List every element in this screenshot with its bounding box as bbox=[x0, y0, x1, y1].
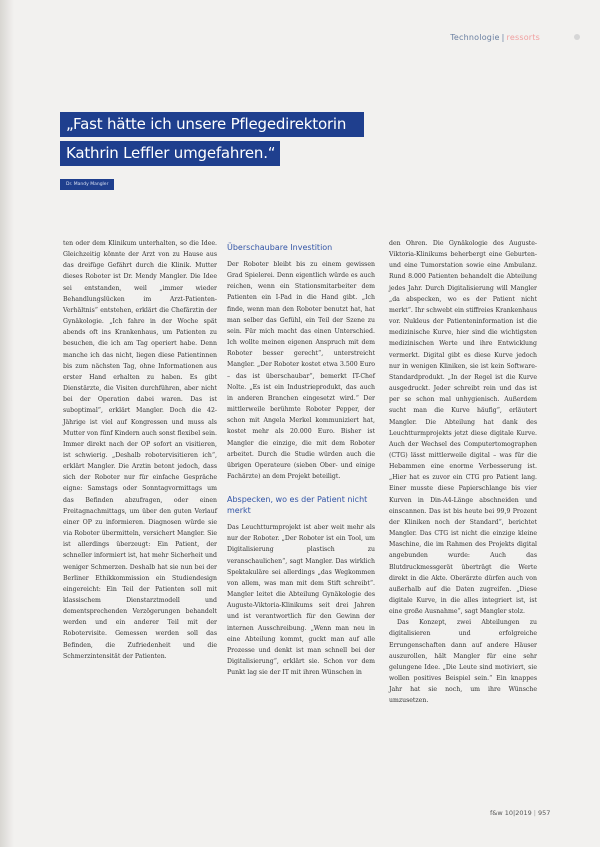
page-fold-shadow bbox=[0, 0, 14, 847]
article-column-1 bbox=[63, 238, 217, 662]
article-title-block bbox=[60, 112, 364, 190]
column-2-paragraph-2: Das Leuchtturmprojekt ist aber weit mehr als nur der Roboter. „Der Roboter ist ein Tool, um Digitalisierung plastisch zu veranschaulichen“, sagt Mangler. Das wirklich Spektakuläre sei allerdings „das Wegkommen von allem, was man mit dem Stift schreibt“. Mangler leitet die Abteilung Gynäkologie des Auguste-Viktoria-Klinikums seit drei Jahren und ist verantwortlich für den Gewinn der internen Ausschreibung. „Wenn man neu in eine Abteilung kommt, guckt man auf alle Prozesse und denkt ist man schnell bei der Digitalisierung“, erklärt sie. Schon vor dem Punkt lag sie der IT mit ihren Wünschen in bbox=[227, 524, 375, 677]
subheading-abspecken: Abspecken, wo es der Patient nicht merkt bbox=[227, 495, 368, 516]
page-marker-dot bbox=[574, 34, 580, 40]
column-3-paragraph-2: Das Konzept, zwei Abteilungen zu digitalisieren und erfolgreiche Errungenschaften dann auf andere Häuser auszurollen, hält Mangler für eine sehr gelungene Idee. „Die Leute sind motiviert, sie wollen positives Beispiel sein.“ Ein knappes Jahr hat sie noch, um ihre Wünsche umzusetzen. bbox=[389, 619, 537, 705]
section-label: Technologie bbox=[450, 33, 500, 42]
magazine-issue: f&w 10|2019 bbox=[490, 809, 532, 817]
page-footer bbox=[490, 809, 550, 817]
column-1-text: ten oder dem Klinikum unterhalten, so die Idee. Gleichzeitig könnte der Arzt von zu Hause aus das dreifüge Gefährt durch die Klinik. Mutter dieses Roboter ist Dr. Mendy Mangler. Die Idee sei entstanden, weil „immer wieder Behandlungslücken im Arzt-Patienten-Verhältnis“ entstehen, erklärt die Chefärztin der Gynäkologie. „Ich fahre in der Woche spät abends oft ins Krankenhaus, um Patienten zu besuchen, die ich am Tag operiert habe. Denn manche ich das nicht, liegen diese Patientinnen bis zum nächsten Tag, ohne Informationen aus erster Hand erhalten zu haben. Es gibt Dienstärzte, die Visiten durchführen, aber nicht bei der Operation dabei waren. Das ist suboptimal“, erklärt Mangler. Doch die 42-Jährige ist viel auf Kongressen und muss als Mutter von fünf Kindern auch sonst flexibel sein. Immer direkt nach der OP sofort an visitieren, ist schwierig. „Deshalb robotervisitieren ich“, erklärt Mangler. Die Arztin betont jedoch, dass sich der Roboter nur für einfache Gespräche eigne: Samstags oder Sonntagvormittags um das Befinden abzufragen, oder einen Freitagnachmittags, um über den guten Verlauf einer OP zu informieren. Diagnosen würde sie via Roboter übermitteln, versichert Mangler. Sie ist allerdings überzeugt: Ein Patient, der schneller informiert ist, hat mehr Sicherheit und weniger Schmerzen. Deshalb hat sie nun bei der Berliner Ethikkommission ein Studiendesign eingereicht: Ein Teil der Patienten soll mit klassischem Dienstarztmodell und dementsprechenden Verzögerungen behandelt werden und ein anderer Teil mit der Robotervisite. Gemessen werden soll das Befinden, die Zufriedenheit und die Schmerzintensität der Patienten. bbox=[63, 240, 217, 660]
article-byline: Dr. Mandy Mangler bbox=[60, 179, 114, 190]
article-title-line-1: „Fast hätte ich unsere Pflegedirektorin bbox=[60, 112, 364, 137]
column-3-paragraph-1: den Ohren. Die Gynäkologie des Auguste-Viktoria-Klinikums beherbergt eine Geburten- und eine Tumorstation sowie eine Ambulanz. Rund 8.000 Patienten behandelt die Abteilung jedes Jahr. Durch Digitalisierung will Mangler „da abspecken, wo es der Patient nicht merkt“. Ihr schwebt ein stiffreies Krankenhaus vor. Nukleus der Patienteninformation ist die medizinische Kurve, hier sind die wichtigsten medizinischen Werte und ihre Entwicklung vermerkt. Digital gibt es diese Kurve jedoch nur in wenigen Kliniken, sie ist kein Software-Standardprodukt. „In der Regel ist die Kurve ausgedruckt. Jeder schreibt rein und das ist per se schon mal unhygienisch. Außerdem sucht man die Kurve häufig“, erläutert Mangler. Die Abteilung hat dank des Leuchtturmprojekts jetzt diese digitale Kurve. Auch der Wechsel des Computertomographen (CTG) lässt mittlerweile digital – was für die Hebammen eine enorme Verbesserung ist. „Hier hat es zuvor ein CTG pro Patient lang. Einer musste diese Papierschlange bis vier Kurven in Din-A4-Länge abschneiden und einscannen. Das ist bis heute bei 99,9 Prozent der Kliniken noch der Standard“, berichtet Mangler. Das CTG ist nicht die einzige kleine Maschine, die im Rahmen des Projekts digital angebunden wurde: Auch das Blutdruckmessgerät überträgt die Werte direkt in die Akte. Oberärzte dürfen auch von außerhalb auf die Daten zugreifen. „Diese digitale Kurve, in die alles integriert ist, ist eine große Ausnahme“, sagt Mangler stolz. bbox=[389, 240, 537, 616]
subsection-label: ressorts bbox=[506, 33, 540, 42]
footer-separator: | bbox=[533, 809, 536, 817]
page-number: 957 bbox=[537, 809, 551, 817]
section-header bbox=[450, 33, 540, 42]
article-title-line-2: Kathrin Leffler umgefahren.“ bbox=[60, 141, 280, 166]
column-2-paragraph-1: Der Roboter bleibt bis zu einem gewissen Grad Spielerei. Denn eigentlich würde es auch reichen, wenn ein Stationsmitarbeiter dem Patienten ein I-Pad in die Hand gibt. „Ich finde, wenn man den Roboter benutzt hat, hat man selber das Gefühl, ein Teil der Szene zu sein. Für mich macht das einen Unterschied. Ich wollte meinen eigenen Anspruch mit dem Roboter besser gerecht“, unterstreicht Mangler. „Der Roboter kostet etwa 3.500 Euro – das ist überschaubar“, bemerkt IT-Chef Nolte. „Es ist ein Industrieprodukt, das auch in anderen Branchen eingesetzt wird.“ Der mittlerweile berühmte Roboter Pepper, der schon mit Angela Merkel kommuniziert hat, kostet mehr als 20.000 Euro. Bisher ist Mangler die einzige, die mit dem Roboter arbeitet. Durch die Studie würden auch die übrigen Operateure (sieben Ober- und einige Fachärzte) an dem Projekt beteiligt. bbox=[227, 261, 375, 480]
article-column-3 bbox=[389, 238, 537, 707]
subheading-investment: Überschaubare Investition bbox=[227, 243, 333, 252]
header-separator: | bbox=[501, 33, 505, 42]
article-column-2 bbox=[227, 238, 375, 678]
